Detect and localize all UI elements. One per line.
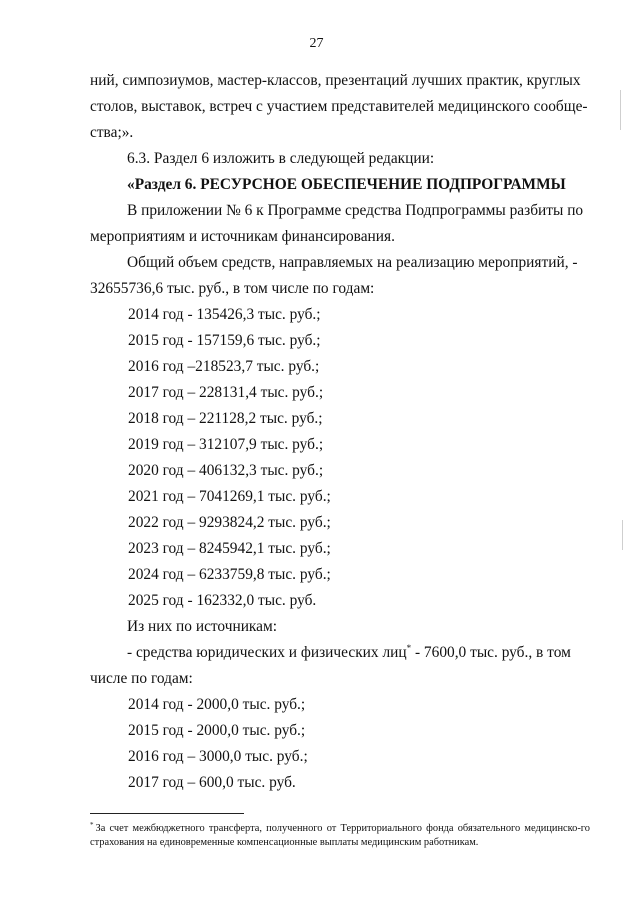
- scan-artifact: [622, 520, 623, 550]
- document-body: [90, 68, 590, 796]
- paragraph-line: ства;».: [90, 124, 134, 141]
- paragraph-line: ний, симпозиумов, мастер-классов, презентаций лучших практик, круглых: [90, 72, 581, 89]
- footnote: [90, 822, 590, 850]
- legal-funds-text: - средства юридических и физических лиц: [127, 644, 407, 661]
- paragraph-line: В приложении № 6 к Программе средства Подпрограммы разбиты по: [127, 202, 584, 219]
- paragraph-line: столов, выставок, встреч с участием представителей медицинского сообще-: [90, 98, 588, 115]
- list-item: 2015 год - 157159,6 тыс. руб.;: [128, 332, 321, 349]
- list-item: 2017 год – 600,0 тыс. руб.: [128, 774, 296, 791]
- footnote-text: За счет межбюджетного трансферта, полученного от Территориального фонда обязательного медицинско-го страхования на единовременные компенсационные выплаты медицинским работникам.: [90, 823, 590, 848]
- list-item: 2014 год - 2000,0 тыс. руб.;: [128, 696, 306, 713]
- list-item: 2016 год –218523,7 тыс. руб.;: [128, 358, 320, 375]
- list-item: 2014 год - 135426,3 тыс. руб.;: [128, 306, 321, 323]
- list-item: 2015 год - 2000,0 тыс. руб.;: [128, 722, 306, 739]
- list-item: 2025 год - 162332,0 тыс. руб.: [128, 592, 317, 609]
- instruction-paragraph: 6.3. Раздел 6 изложить в следующей редакции:: [127, 150, 435, 167]
- list-item: 2017 год – 228131,4 тыс. руб.;: [128, 384, 324, 401]
- list-item: 2023 год – 8245942,1 тыс. руб.;: [128, 540, 331, 557]
- legal-funds-amount: - 7600,0 тыс. руб., в том: [411, 644, 571, 661]
- paragraph-line: 32655736,6 тыс. руб., в том числе по годам:: [90, 280, 375, 297]
- list-item: 2016 год – 3000,0 тыс. руб.;: [128, 748, 308, 765]
- paragraph-line: числе по годам:: [90, 670, 193, 687]
- list-item: 2018 год – 221128,2 тыс. руб.;: [128, 410, 323, 427]
- list-item: 2021 год – 7041269,1 тыс. руб.;: [128, 488, 331, 505]
- page-number: 27: [309, 36, 324, 51]
- scan-artifact: [620, 90, 621, 130]
- sources-intro: Из них по источникам:: [127, 618, 278, 635]
- footnote-reference: *: [406, 642, 412, 653]
- yearly-totals-list: [90, 302, 590, 614]
- list-item: 2022 год – 9293824,2 тыс. руб.;: [128, 514, 331, 531]
- footnote-mark: *: [90, 820, 94, 829]
- list-item: 2019 год – 312107,9 тыс. руб.;: [128, 436, 324, 453]
- legal-funds-list: [90, 692, 590, 796]
- paragraph-line: Общий объем средств, направляемых на реализацию мероприятий, -: [127, 254, 578, 271]
- footnote-divider: [90, 813, 244, 814]
- section-heading: «Раздел 6. РЕСУРСНОЕ ОБЕСПЕЧЕНИЕ ПОДПРОГРАММЫ: [127, 176, 566, 193]
- paragraph-line: мероприятиям и источникам финансирования.: [90, 228, 395, 245]
- list-item: 2024 год – 6233759,8 тыс. руб.;: [128, 566, 331, 583]
- list-item: 2020 год – 406132,3 тыс. руб.;: [128, 462, 324, 479]
- paragraph-line: [90, 640, 590, 666]
